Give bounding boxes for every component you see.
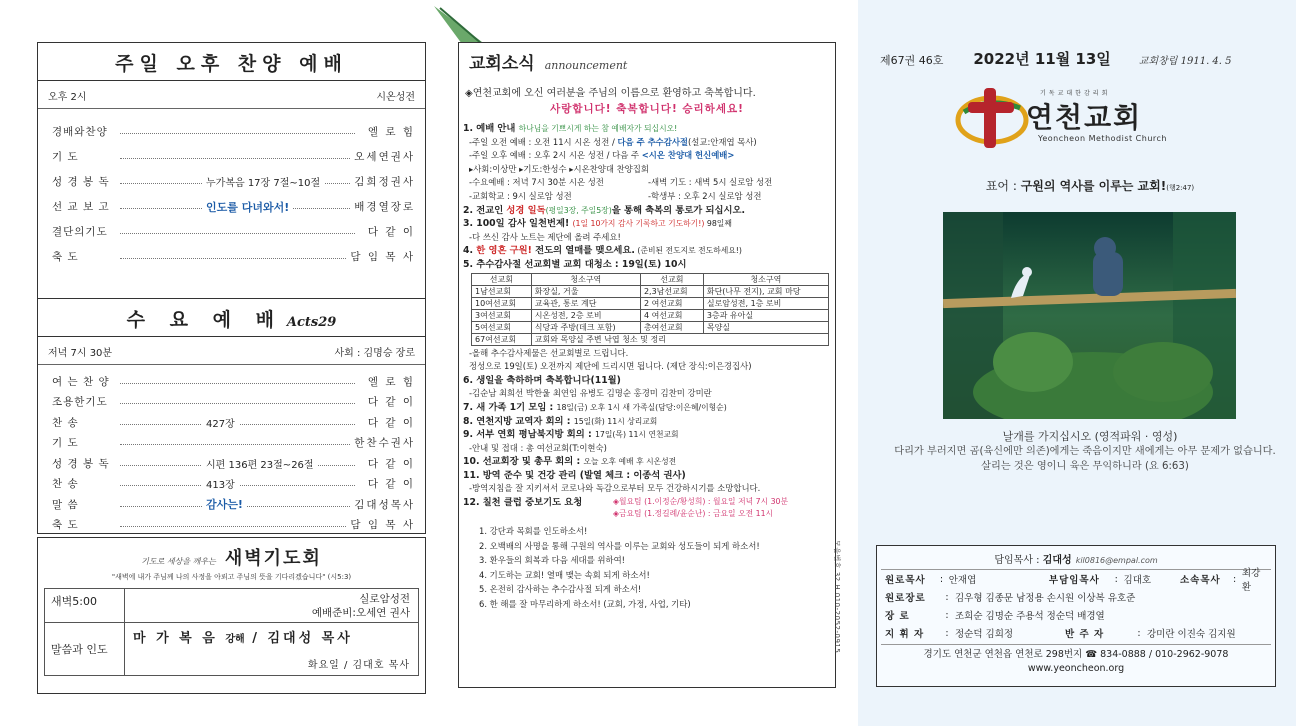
order-of-service (38, 365, 425, 535)
painting-message-line1: 다리가 부러지면 곰(육신에만 의존)에게는 죽음이지만 새에게는 아무 문제가 없습니다. (894, 446, 1276, 457)
order-row (52, 194, 415, 219)
prayer-item: 2. 오백배의 사명을 통해 구원의 역사를 이루는 교회와 성도들이 되게 하소서! (479, 540, 760, 551)
order-detail: 427장 (202, 415, 239, 430)
table-cell: 2,3남선교회 (640, 285, 703, 297)
table-row (472, 333, 829, 345)
announcement-9: 9. 서부 연회 평남북지방 회의 : 17일(목) 11시 연천교회 (463, 429, 679, 441)
table-cell: 1남선교회 (472, 285, 532, 297)
wednesday-subheader (38, 337, 425, 365)
order-label: 여 는 찬 양 (52, 375, 110, 388)
dot-leader (120, 444, 350, 445)
staff-field: 반 주 자 (1065, 629, 1105, 640)
announcement-4: 4. 한 영혼 구원! 전도의 열매를 맺으세요. (준비된 전도지로 전도하세요!) (463, 245, 742, 257)
order-label: 기 도 (52, 437, 79, 450)
zones-header-cell: 청소구역 (531, 273, 640, 285)
announcements-panel (458, 42, 836, 688)
table-cell: 식당과 주방(데크 포함) (531, 321, 640, 333)
cross-logo-icon (950, 82, 1030, 152)
staff-field: 정순덕 김희정 (955, 629, 1014, 640)
logo-english-name: Yeoncheon Methodist Church (1038, 134, 1167, 143)
order-person: 담 임 목 사 (350, 519, 415, 532)
order-label: 찬 송 (52, 416, 79, 429)
table-row (472, 309, 829, 321)
order-label: 조용한기도 (52, 396, 108, 409)
order-row (52, 144, 415, 169)
order-person: 오세연권사 (354, 151, 415, 163)
staff-colon: : (945, 627, 949, 639)
dawn-preacher-name: / 김대성 목사 (252, 631, 353, 646)
announcement-3: 3. 100일 감사 일천번제! (1일 10가지 감사 기록하고 기도하기!) 98일째 (463, 218, 732, 230)
dawn-book: 마 가 복 음 (133, 631, 218, 646)
staff-field: 원로목사 (885, 575, 926, 586)
painting-message (880, 444, 1290, 474)
staff-field: 장 로 (885, 611, 910, 622)
dot-leader (120, 258, 346, 259)
wednesday-title (38, 299, 425, 337)
dawn-prayer-header (38, 538, 425, 584)
table-cell: 교육관, 통로 계단 (531, 297, 640, 309)
staff-field: 강미란 이진숙 김지원 (1147, 629, 1236, 640)
dot-leader (120, 383, 355, 384)
side-note: 모음번호 32 H.010-2052-0915 (833, 540, 841, 654)
announcement-8: 8. 연천지방 교역자 회의 : 15일(화) 11시 상리교회 (463, 415, 658, 427)
order-detail: 시편 136편 23절~26절 (202, 456, 318, 471)
announcement-12: 12. 칠천 클럽 중보기도 요청 ◈월요팀 (1.이정순/황성희) : 월요일 저녁 7시 30분 ◈금요팀 (1.정길례/윤순난) : 금요일 오전 11시 (463, 496, 827, 520)
welcome-text: ◈연천교회에 오신 여러분을 주님의 이름으로 환영하고 축복합니다. (465, 88, 756, 99)
order-label: 말 씀 (52, 498, 79, 511)
table-cell: 2 여선교회 (640, 297, 703, 309)
logo-denomination: 기독교대한감리회 (1040, 90, 1111, 97)
table-cell: 시온성전, 2층 로비 (531, 309, 640, 321)
announcement-5: 5. 추수감사절 선교회별 교회 대청소 : 19일(토) 10시 (463, 258, 687, 270)
announcement-10: 10. 선교회장 및 총무 회의 : 오늘 오후 예배 후 시온성전 (463, 456, 677, 468)
staff-row (877, 588, 1275, 606)
announcement-1-sunday-am: -주일 오전 예배 : 오전 11시 시온 성전 / 다음 주 추수감사절(설교:안재엽 목사) (469, 136, 757, 147)
wednesday-service-panel (37, 299, 426, 534)
order-label: 경배와찬양 (52, 126, 108, 138)
table-cell: 5여선교회 (472, 321, 532, 333)
order-row (52, 244, 415, 269)
order-label: 축 도 (52, 519, 79, 532)
order-detail: 인도를 다녀와서! (202, 199, 293, 215)
announcement-7: 7. 새 가족 1기 모임 : 18일(금) 오후 1시 새 가족실(담당:이은혜/이형순) (463, 401, 727, 413)
sunday-afternoon-subheader (38, 81, 425, 109)
order-person: 다 같 이 (367, 226, 415, 238)
church-founded: 교회창립 1911. 4. 5 (1138, 56, 1232, 67)
announcement-1-sunday-pm: -주일 오후 예배 : 오후 2시 시온 성전 / 다음 주 <시온 찬양대 헌신예배> (469, 150, 735, 161)
prayer-item: 4. 기도하는 교회! 열매 맺는 속회 되게 하소서! (479, 569, 650, 580)
staff-field: 김우형 김종문 남정용 손시원 이상복 유호준 (955, 593, 1136, 604)
order-row (52, 494, 415, 515)
announcement-1-weekday: -수요예배 : 저녁 7시 30분 시온 성전 -새벽 기도 : 새벽 5시 실로암 성전 (469, 177, 773, 188)
staff-colon: : (945, 591, 949, 603)
dot-leader (120, 233, 355, 234)
order-label: 성 경 봉 독 (52, 176, 110, 188)
prayer-item: 3. 환우들의 회복과 다음 세대를 위하여! (479, 555, 626, 566)
bear-and-bird-painting (943, 212, 1236, 419)
staff-row (877, 568, 1275, 593)
table-cell: 67여선교회 (472, 333, 532, 345)
order-row (52, 515, 415, 536)
announcement-11: 11. 방역 준수 및 건강 관리 (발열 체크 : 이종석 권사) (463, 469, 686, 481)
order-person: 김대성목사 (354, 498, 415, 511)
order-row (52, 474, 415, 495)
staff-field: 부담임목사 (1048, 575, 1100, 586)
announcement-1-school: -교회학교 : 9시 실로암 성전 -학생부 : 오후 2시 실로암 성전 (469, 190, 762, 201)
cleaning-zones-table (471, 273, 829, 346)
order-row (52, 219, 415, 244)
dot-leader (120, 158, 350, 159)
dawn-prep: 예배준비:오세연 권사 (311, 607, 410, 619)
staff-field: 원로장로 (885, 593, 926, 604)
zones-header-cell: 청소구역 (703, 273, 828, 285)
service-time: 오후 2시 (48, 92, 87, 103)
wednesday-title-text: 수 요 예 배 (126, 309, 283, 331)
table-row (472, 297, 829, 309)
order-person: 한찬수권사 (354, 437, 415, 450)
order-person: 다 같 이 (367, 457, 415, 470)
table-cell: 10여선교회 (472, 297, 532, 309)
staff-colon: : (945, 609, 949, 621)
order-person: 엘 로 힘 (367, 126, 415, 138)
announcement-6-sub: -김순남 최희선 박한울 최연임 유병도 김명순 홍경미 김찬미 강미란 (469, 388, 712, 399)
church-address: 경기도 연천군 연천읍 연천로 298번지 (923, 649, 1083, 660)
painting-caption: 날개를 가지십시오 (영적파워 · 영성) (1002, 430, 1178, 443)
table-cell: 3층과 유아실 (703, 309, 828, 321)
church-staff-panel (876, 545, 1276, 687)
announcement-1-roles: ▸사회:이상만 ▸기도:한성수 ▸시온찬양대 찬양집회 (469, 163, 649, 174)
senior-pastor: 담임목사 : 김대성 kil0816@empal.com (881, 546, 1271, 570)
church-contact (881, 644, 1271, 676)
table-cell: 목양실 (703, 321, 828, 333)
church-website[interactable]: www.yeoncheon.org (1027, 663, 1125, 674)
table-cell: 화장실, 거울 (531, 285, 640, 297)
acts29-label: Acts29 (286, 315, 337, 330)
issue-volume: 제67권 46호 (880, 54, 944, 67)
order-person: 담 임 목 사 (350, 251, 415, 263)
staff-colon: : (1114, 573, 1118, 585)
dot-leader (120, 526, 346, 527)
table-cell: 교회와 목양실 주변 낙엽 청소 및 정리 (531, 333, 828, 345)
dawn-time: 새벽5:00 (45, 589, 125, 622)
dawn-slogan: 기도로 세상을 깨우는 (141, 557, 216, 566)
dawn-book-suffix: 강해 (225, 634, 245, 645)
order-label: 축 도 (52, 251, 79, 263)
staff-colon: : (939, 573, 944, 585)
dawn-prayer-panel (37, 537, 426, 694)
order-person: 엘 로 힘 (367, 375, 415, 388)
painting-message-line2: 살리는 것은 영이니 육은 무익하니라 (요 6:63) (981, 461, 1189, 472)
zones-header-cell: 선교회 (640, 273, 703, 285)
table-row (472, 321, 829, 333)
staff-row (877, 606, 1275, 624)
order-detail: 누가복음 17장 7절~10절 (202, 174, 324, 189)
announcement-2: 2. 전교인 성경 일독(평일3장, 주일5장)을 통해 축복의 통로가 되십시오. (463, 204, 745, 216)
sunday-afternoon-title: 주일 오후 찬양 예배 (38, 43, 425, 81)
order-detail: 감사는! (202, 496, 247, 512)
issue-header (880, 48, 1280, 69)
order-label: 선 교 보 고 (52, 201, 110, 213)
church-phone: ☎ 834-0888 / 010-2962-9078 (1085, 649, 1229, 660)
order-row (52, 412, 415, 433)
zones-header-cell: 선교회 (472, 273, 532, 285)
order-label: 성 경 봉 독 (52, 457, 110, 470)
staff-field: 조희순 김명순 주용석 정순덕 배경열 (955, 611, 1105, 622)
announcement-3-sub: -다 쓰신 감사 노트는 제단에 올려 주세요! (469, 231, 621, 242)
announcement-11-sub: -방역지침을 잘 지키셔서 코로나와 독감으로부터 모두 건강하시기를 소망합니다. (469, 483, 761, 494)
order-of-service (38, 109, 425, 269)
order-row (52, 392, 415, 413)
dawn-preacher (133, 627, 410, 646)
order-detail: 413장 (202, 476, 239, 491)
order-row (52, 433, 415, 454)
order-label: 기 도 (52, 151, 79, 163)
dawn-verse: "새벽에 내가 주님께 나의 사정을 아뢰고 주님의 뜻을 기다리겠습니다" (시5:3) (111, 573, 352, 581)
staff-field: 지 휘 자 (885, 629, 925, 640)
order-row (52, 453, 415, 474)
order-person: 다 같 이 (367, 396, 415, 409)
staff-field: 최강환 (1241, 568, 1261, 593)
service-host: 사회 : 김명승 장로 (334, 348, 415, 359)
order-label: 찬 송 (52, 478, 79, 491)
dawn-place: 실로암성전 (359, 593, 410, 605)
staff-field: 김대호 (1123, 575, 1152, 586)
staff-colon: : (1137, 627, 1141, 639)
announcement-6: 6. 생일을 축하하며 축복합니다(11월) (463, 374, 621, 386)
announcement-1: 1. 예배 안내 하나님을 기쁘시게 하는 참 예배자가 되십시오! (463, 123, 678, 134)
issue-date: 2022년 11월 13일 (973, 50, 1111, 68)
logo-church-name: 연천교회 (1026, 101, 1143, 134)
order-person: 김희정권사 (354, 176, 415, 188)
table-row (472, 285, 829, 297)
table-cell: 총여선교회 (640, 321, 703, 333)
service-time: 저녁 7시 30분 (48, 348, 113, 359)
order-person: 다 같 이 (367, 478, 415, 491)
staff-field: 소속목사 (1180, 575, 1221, 586)
order-label: 결단의기도 (52, 226, 108, 238)
welcome-slogan: 사랑합니다! 축복합니다! 승리하세요! (550, 103, 744, 115)
announcement-9-sub: -안내 및 접대 : 총 여선교회(T:이현숙) (469, 442, 607, 453)
staff-colon: : (1233, 573, 1237, 585)
church-motto: 표어 : 구원의 역사를 이루는 교회!(행2:47) (985, 179, 1195, 193)
prayer-requests (459, 520, 835, 612)
dawn-info-table (44, 588, 419, 676)
table-cell: 4 여선교회 (640, 309, 703, 321)
dawn-word-label: 말씀과 인도 (45, 623, 125, 675)
service-place: 시온성전 (376, 92, 415, 103)
dawn-tuesday: 화요일 / 김대호 목사 (307, 660, 410, 671)
dot-leader (120, 133, 355, 134)
dot-leader (120, 403, 355, 404)
staff-row (877, 624, 1275, 642)
prayer-item: 6. 한 해를 잘 마무리하게 하소서! (교회, 가정, 사업, 기타) (479, 599, 691, 610)
prayer-item: 1. 강단과 목회를 인도하소서! (479, 526, 588, 537)
order-row (52, 119, 415, 144)
table-cell: 실로암성전, 1층 로비 (703, 297, 828, 309)
announcements-title-en: announcement (544, 59, 628, 72)
sunday-afternoon-panel (37, 42, 426, 299)
announcement-list (459, 122, 835, 520)
announcements-header (459, 43, 835, 76)
announcements-title: 교회소식 (469, 54, 535, 74)
order-person: 배경열장로 (354, 201, 415, 213)
table-cell: 화단(나무 전지), 교회 마당 (703, 285, 828, 297)
order-row (52, 169, 415, 194)
table-cell: 3여선교회 (472, 309, 532, 321)
friday-team: ◈금요팀 (1.정길례/윤순난) : 금요일 오전 11시 (613, 509, 774, 519)
order-person: 다 같 이 (367, 416, 415, 429)
announcement-5-sub2: 정성으로 19일(토) 오전까지 제단에 드리시면 됩니다. (제단 장식:이은경집사) (469, 361, 752, 372)
staff-field: 안재엽 (948, 575, 977, 586)
announcement-5-sub1: -올해 추수감사제물은 선교회별로 드립니다. (469, 347, 629, 358)
dawn-title: 새벽기도회 (224, 548, 322, 569)
prayer-item: 5. 온전히 감사하는 추수감사절 되게 하소서! (479, 584, 642, 595)
monday-team: ◈월요팀 (1.이정순/황성희) : 월요일 저녁 7시 30분 (613, 497, 789, 507)
order-row (52, 371, 415, 392)
church-logo (950, 82, 1200, 152)
